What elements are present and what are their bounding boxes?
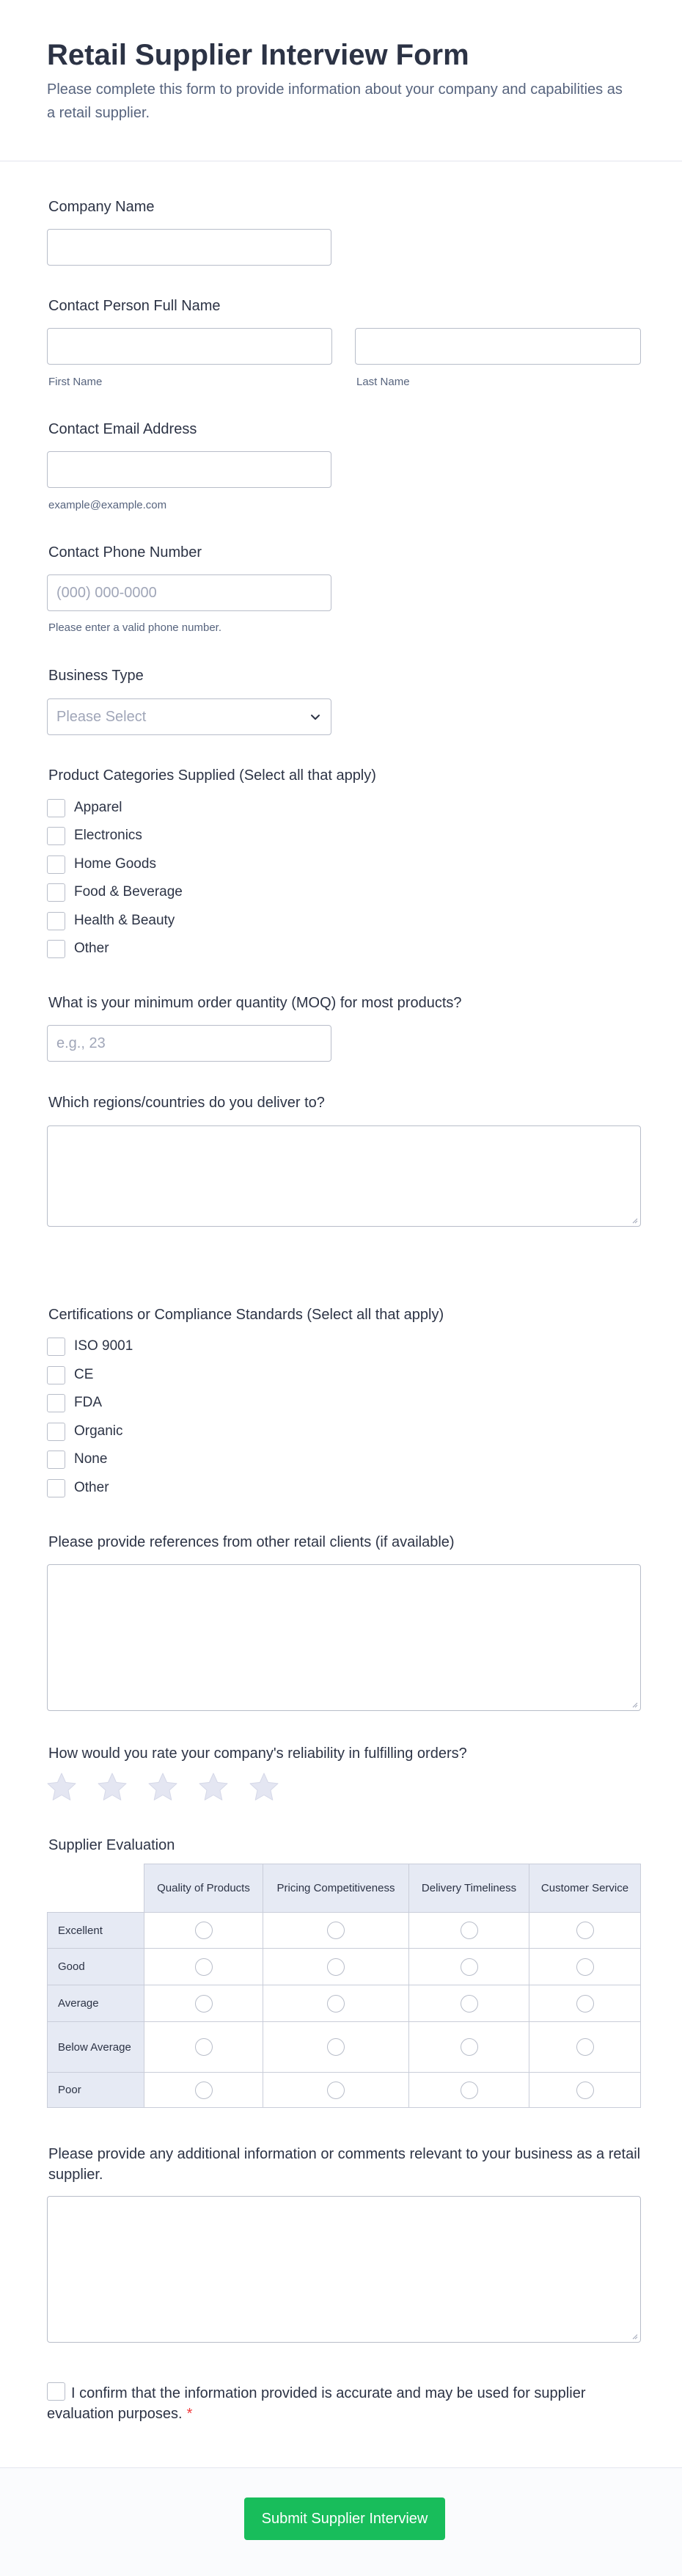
phone-sublabel: Please enter a valid phone number. (48, 621, 221, 634)
radio-button[interactable] (461, 2038, 478, 2056)
cert-option-iso-9001[interactable]: ISO 9001 (47, 1337, 133, 1356)
last-name-sublabel: Last Name (356, 376, 410, 388)
radio-button[interactable] (195, 1995, 213, 2013)
references-label: Please provide references from other retail clients (if available) (48, 1534, 455, 1550)
chevron-down-icon (310, 712, 320, 722)
star-icon[interactable] (45, 1771, 78, 1803)
checkbox[interactable] (47, 1479, 65, 1497)
radio-button[interactable] (195, 2038, 213, 2056)
company-name-label: Company Name (48, 199, 155, 215)
row-header-below-average: Below Average (48, 2022, 144, 2073)
matrix-row (48, 1985, 641, 2022)
matrix-row (48, 1913, 641, 1949)
resize-grip-icon[interactable] (631, 1216, 638, 1224)
checkbox[interactable] (47, 827, 65, 845)
business-type-selected: Please Select (56, 708, 147, 725)
category-option-other[interactable]: Other (47, 939, 109, 958)
matrix-row (48, 2022, 641, 2073)
checkbox[interactable] (47, 1394, 65, 1412)
category-option-electronics[interactable]: Electronics (47, 826, 142, 845)
first-name-input[interactable] (47, 328, 332, 365)
category-option-health-beauty[interactable]: Health & Beauty (47, 911, 175, 930)
email-input[interactable] (47, 451, 331, 488)
page-title: Retail Supplier Interview Form (47, 39, 469, 71)
first-name-sublabel: First Name (48, 376, 103, 388)
reliability-label: How would you rate your company's reliability in fulfilling orders? (48, 1745, 467, 1762)
row-header-good: Good (48, 1949, 144, 1985)
email-label: Contact Email Address (48, 421, 197, 437)
star-icon[interactable] (96, 1771, 128, 1803)
checkbox[interactable] (47, 1451, 65, 1469)
radio-button[interactable] (576, 1958, 594, 1976)
radio-button[interactable] (461, 1922, 478, 1939)
radio-button[interactable] (327, 1958, 345, 1976)
column-header-quality: Quality of Products (144, 1864, 263, 1913)
star-icon[interactable] (197, 1771, 230, 1803)
matrix-row (48, 1949, 641, 1985)
checkbox[interactable] (47, 1423, 65, 1441)
checkbox[interactable] (47, 1366, 65, 1384)
cert-option-ce[interactable]: CE (47, 1365, 93, 1384)
additional-info-label: Please provide any additional information or comments relevant to your business as a retail supplier. (48, 2146, 641, 2183)
regions-label: Which regions/countries do you deliver to? (48, 1095, 325, 1111)
radio-button[interactable] (576, 2038, 594, 2056)
radio-button[interactable] (461, 1995, 478, 2013)
column-header-delivery: Delivery Timeliness (409, 1864, 529, 1913)
matrix-row (48, 2073, 641, 2108)
business-type-label: Business Type (48, 668, 144, 684)
row-header-excellent: Excellent (48, 1913, 144, 1949)
certifications-label: Certifications or Compliance Standards (Select all that apply) (48, 1307, 444, 1323)
page-subtitle: Please complete this form to provide information about your company and capabilities as a retail supplier. (47, 81, 623, 121)
cert-option-other[interactable]: Other (47, 1478, 109, 1497)
confirm-checkbox[interactable] (47, 2382, 65, 2401)
evaluation-matrix (47, 1864, 641, 2108)
checkbox[interactable] (47, 940, 65, 958)
category-option-food-beverage[interactable]: Food & Beverage (47, 883, 183, 902)
checkbox[interactable] (47, 883, 65, 902)
regions-textarea[interactable] (47, 1125, 641, 1227)
references-textarea[interactable] (47, 1564, 641, 1711)
checkbox[interactable] (47, 912, 65, 930)
contact-name-label: Contact Person Full Name (48, 298, 221, 314)
checkbox[interactable] (47, 799, 65, 817)
cert-option-none[interactable]: None (47, 1450, 107, 1469)
last-name-input[interactable] (355, 328, 641, 365)
star-icon[interactable] (248, 1771, 280, 1803)
row-header-average: Average (48, 1985, 144, 2022)
phone-label: Contact Phone Number (48, 544, 202, 561)
resize-grip-icon[interactable] (631, 2332, 638, 2340)
radio-button[interactable] (461, 2081, 478, 2099)
radio-button[interactable] (327, 2081, 345, 2099)
checkbox[interactable] (47, 855, 65, 874)
email-sublabel: example@example.com (48, 499, 167, 511)
checkbox[interactable] (47, 1338, 65, 1356)
moq-input[interactable] (47, 1025, 331, 1062)
confirm-checkbox-row[interactable] (47, 2382, 634, 2424)
radio-button[interactable] (327, 2038, 345, 2056)
form-header (0, 0, 682, 161)
radio-button[interactable] (327, 1922, 345, 1939)
row-header-poor: Poor (48, 2073, 144, 2108)
company-name-input[interactable] (47, 229, 331, 266)
radio-button[interactable] (461, 1958, 478, 1976)
radio-button[interactable] (327, 1995, 345, 2013)
star-icon[interactable] (147, 1771, 179, 1803)
resize-grip-icon[interactable] (631, 1701, 638, 1708)
column-header-pricing: Pricing Competitiveness (263, 1864, 409, 1913)
radio-button[interactable] (576, 1995, 594, 2013)
radio-button[interactable] (195, 1958, 213, 1976)
category-option-apparel[interactable]: Apparel (47, 798, 122, 817)
product-categories-label: Product Categories Supplied (Select all that apply) (48, 767, 376, 784)
column-header-service: Customer Service (529, 1864, 641, 1913)
radio-button[interactable] (195, 1922, 213, 1939)
radio-button[interactable] (576, 1922, 594, 1939)
moq-label: What is your minimum order quantity (MOQ) for most products? (48, 995, 462, 1011)
category-option-home-goods[interactable]: Home Goods (47, 855, 156, 874)
confirm-text: I confirm that the information provided is accurate and may be used for supplier evaluation purposes. (47, 2385, 586, 2422)
evaluation-label: Supplier Evaluation (48, 1837, 175, 1853)
business-type-select[interactable] (47, 698, 331, 735)
phone-input[interactable] (47, 574, 331, 611)
cert-option-fda[interactable]: FDA (47, 1393, 102, 1412)
additional-info-textarea[interactable] (47, 2196, 641, 2343)
submit-button[interactable]: Submit Supplier Interview (244, 2497, 445, 2540)
radio-button[interactable] (195, 2081, 213, 2099)
form-footer (0, 2467, 682, 2576)
matrix-corner (48, 1864, 144, 1913)
required-mark: * (186, 2406, 193, 2422)
radio-button[interactable] (576, 2081, 594, 2099)
cert-option-organic[interactable]: Organic (47, 1422, 123, 1441)
